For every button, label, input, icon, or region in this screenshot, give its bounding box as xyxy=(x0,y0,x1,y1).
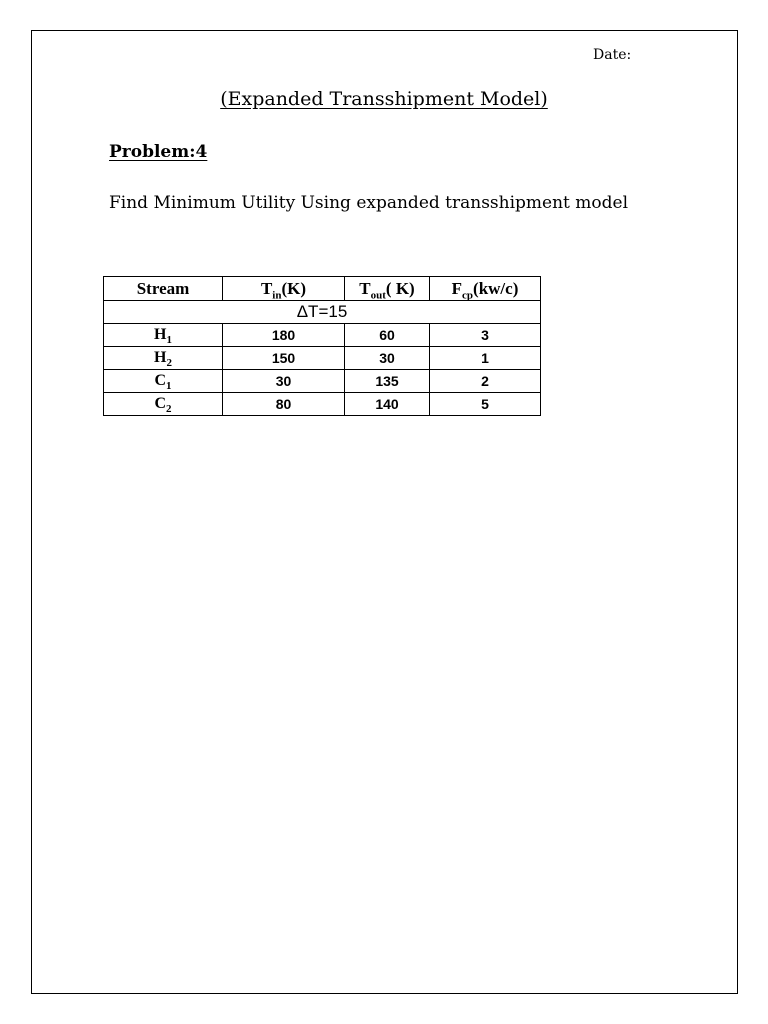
t-out-cell: 140 xyxy=(345,393,430,416)
document-title xyxy=(0,88,768,110)
page-border xyxy=(31,30,738,994)
t-in-cell: 80 xyxy=(223,393,345,416)
t-out-cell: 30 xyxy=(345,347,430,370)
t-out-cell: 135 xyxy=(345,370,430,393)
problem-instruction: Find Minimum Utility Using expanded transshipment model xyxy=(109,193,629,213)
table-row xyxy=(104,370,541,393)
t-in-cell: 150 xyxy=(223,347,345,370)
table-header-row xyxy=(104,277,541,301)
stream-data-table xyxy=(103,276,541,416)
t-in-cell: 30 xyxy=(223,370,345,393)
stream-cell: $H_2$ xyxy=(104,347,223,370)
header-stream: Stream xyxy=(104,277,223,301)
fcp-cell: 5 xyxy=(430,393,541,416)
document-title-text: (Expanded Transshipment Model) xyxy=(220,88,548,110)
fcp-cell: 3 xyxy=(430,324,541,347)
t-in-cell: 180 xyxy=(223,324,345,347)
stream-cell: $C_2$ xyxy=(104,393,223,416)
stream-cell: $H_1$ xyxy=(104,324,223,347)
table-row xyxy=(104,393,541,416)
problem-label: Problem:4 xyxy=(109,142,208,162)
stream-cell: $C_1$ xyxy=(104,370,223,393)
table-row xyxy=(104,347,541,370)
delta-t-cell: ΔT=15 xyxy=(104,301,541,324)
table-row xyxy=(104,324,541,347)
fcp-cell: 1 xyxy=(430,347,541,370)
date-label: Date: xyxy=(593,47,632,63)
header-fcp: $F_{cp}(kw/c)$ xyxy=(430,277,541,301)
fcp-cell: 2 xyxy=(430,370,541,393)
t-out-cell: 60 xyxy=(345,324,430,347)
header-t-in: $T_{in}(K)$ xyxy=(223,277,345,301)
header-t-out: $T_{out}$( K) xyxy=(345,277,430,301)
delta-t-row xyxy=(104,301,541,324)
